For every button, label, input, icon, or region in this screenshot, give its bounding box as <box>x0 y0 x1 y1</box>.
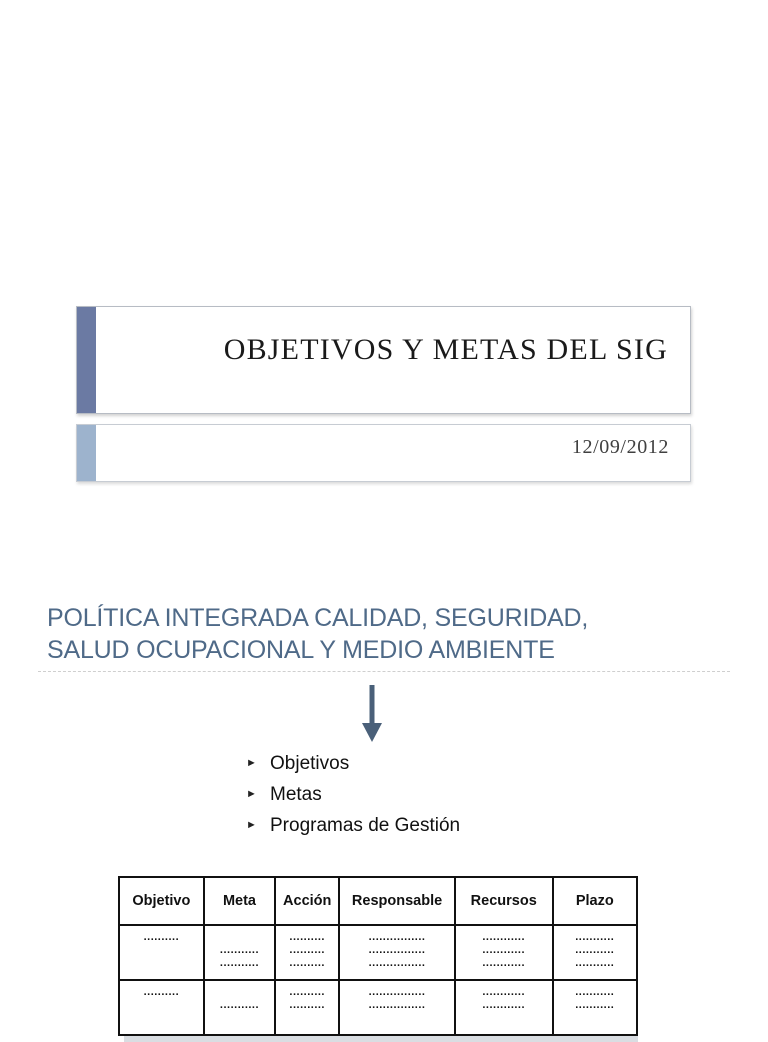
table-cell <box>455 980 553 1035</box>
list-item <box>246 783 460 814</box>
placeholder-dots: ........... <box>575 944 615 956</box>
column-header-recursos: Recursos <box>455 877 553 925</box>
bullet-list <box>246 752 460 845</box>
table-cell <box>553 980 637 1035</box>
heading-line-1: POLÍTICA INTEGRADA CALIDAD, SEGURIDAD, <box>47 604 589 632</box>
placeholder-dots: .......... <box>289 986 325 998</box>
placeholder-dots: .......... <box>143 986 180 998</box>
placeholder-dots: .......... <box>289 931 325 943</box>
placeholder-dots: ................ <box>368 944 426 956</box>
management-plan-table <box>118 876 638 1036</box>
column-header-objetivo: Objetivo <box>119 877 204 925</box>
list-item <box>246 752 460 783</box>
column-header-responsable: Responsable <box>339 877 455 925</box>
table-cell <box>339 980 455 1035</box>
placeholder-dots: ........... <box>219 999 260 1011</box>
table-cell <box>119 925 204 980</box>
subtitle-accent-bar <box>77 425 96 481</box>
placeholder-dots: ........... <box>219 957 260 969</box>
column-header-accion: Acción <box>275 877 339 925</box>
management-plan-table-figure <box>118 876 638 1036</box>
list-item <box>246 814 460 845</box>
slide-date: 12/09/2012 <box>571 436 669 458</box>
placeholder-dots: .......... <box>289 957 325 969</box>
heading-line-2: SALUD OCUPACIONAL Y MEDIO AMBIENTE <box>47 636 555 664</box>
placeholder-dots: ........... <box>575 999 615 1011</box>
table-cell <box>204 980 276 1035</box>
placeholder-dots: ............ <box>482 931 526 943</box>
table-cell <box>339 925 455 980</box>
column-header-meta: Meta <box>204 877 276 925</box>
placeholder-dots: ............ <box>482 999 526 1011</box>
slide-title: OBJETIVOS Y METAS DEL SIG <box>223 333 668 366</box>
column-header-plazo: Plazo <box>553 877 637 925</box>
bullet-text: Objetivos <box>270 753 350 774</box>
bullet-text: Programas de Gestión <box>270 815 461 836</box>
title-accent-bar <box>77 307 96 413</box>
table-cell <box>275 925 339 980</box>
placeholder-dots: ................ <box>368 931 426 943</box>
triangle-right-icon: ► <box>246 757 257 769</box>
table-body <box>119 925 637 1035</box>
heading-divider <box>38 671 730 672</box>
placeholder-dots: ........... <box>575 986 615 998</box>
placeholder-dots: ............ <box>482 957 526 969</box>
placeholder-dots: ................ <box>368 999 426 1011</box>
triangle-right-icon: ► <box>246 788 257 800</box>
table-cell <box>553 925 637 980</box>
arrow-down-icon <box>361 685 383 743</box>
table-cell <box>204 925 276 980</box>
placeholder-dots: ........... <box>575 957 615 969</box>
triangle-right-icon: ► <box>246 819 257 831</box>
table-row <box>119 925 637 980</box>
placeholder-dots: ........... <box>219 944 260 956</box>
placeholder-dots: .......... <box>289 944 325 956</box>
placeholder-dots: ............ <box>482 944 526 956</box>
bullet-text: Metas <box>270 784 322 805</box>
subtitle-placeholder <box>76 424 691 482</box>
table-header-row <box>119 877 637 925</box>
table-cell <box>455 925 553 980</box>
placeholder-dots: ........... <box>575 931 615 943</box>
title-placeholder <box>76 306 691 414</box>
slide-heading <box>47 602 747 666</box>
placeholder-dots: .......... <box>289 999 325 1011</box>
placeholder-dots: ................ <box>368 957 426 969</box>
placeholder-dots: ................ <box>368 986 426 998</box>
table-row <box>119 980 637 1035</box>
table-cell <box>119 980 204 1035</box>
table-cell <box>275 980 339 1035</box>
placeholder-dots: .......... <box>143 931 180 943</box>
placeholder-dots: ............ <box>482 986 526 998</box>
